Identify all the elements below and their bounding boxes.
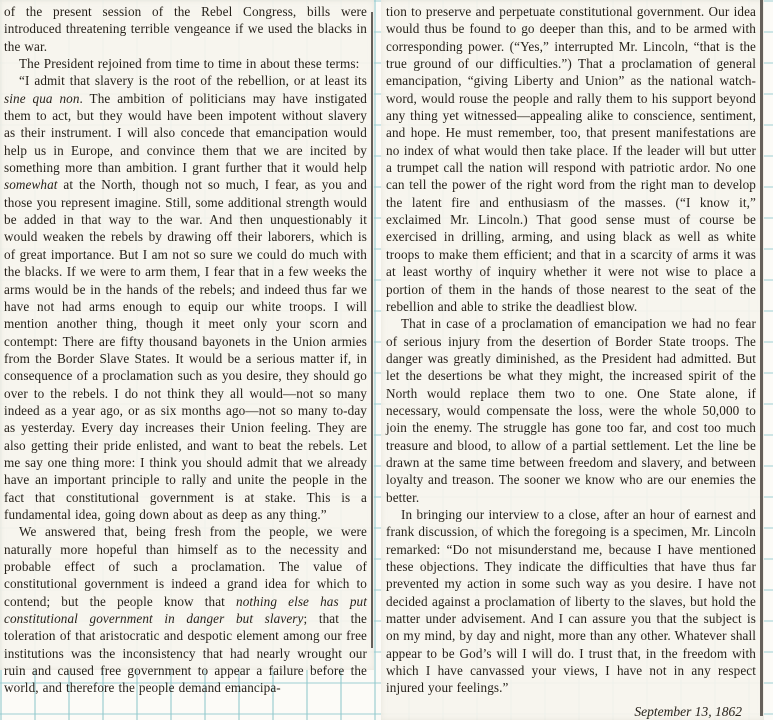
text-run: The President rejoined from time to time in about these terms: bbox=[19, 56, 360, 72]
right-column-scan-edge-line bbox=[760, 0, 763, 716]
paragraph bbox=[4, 523, 367, 696]
text-run: somewhat bbox=[4, 177, 58, 193]
left-text-column bbox=[0, 0, 374, 696]
date-line: September 13, 1862 bbox=[634, 703, 742, 719]
text-run: In bringing our interview to a close, after an hour of earnest and frank discussion, of which the foregoing is a specimen, Mr. Lincoln remarked: “Do not misunderstand me, because I have mentioned these objections. They indicate the difficulties that have thus far prevented my action in some such way as you desire. I have not decided against a proclamation of liberty to the slaves, but hold the matter under advisement. And I can assure you that the subject is on my mind, by day and night, more than any other. Whatever shall appear to be God’s will I will do. I trust that, in the freedom with which I have canvassed your views, I have not in any respect injured your feelings.” bbox=[386, 506, 756, 696]
paragraph bbox=[4, 3, 367, 55]
paragraph bbox=[386, 3, 756, 315]
text-run: at the North, though not so much, I fear, as you and those you represent imagine. Still, some additional strength would be added in that way to the war. And then unquestionably it would weaken the rebels by drawing off their laborers, which is of great importance. But I am not so sure we could do much with the blacks. If we were to arm them, I fear that in a few weeks the arms would be in the hands of the rebels; and indeed thus far we have not had arms enough to equip our white troops. I will mention another thing, though it meet only your scorn and contempt: There are fifty thousand bayonets in the Union armies from the Border Slave States. It would be a serious matter if, in consequence of a proclamation such as you desire, they should go over to the rebels. I do not think they all would—not so many indeed as a year ago, or as six months ago—not so many to-day as yesterday. Every day increases their Union feeling. They are also getting their pride enlisted, and want to beat the rebels. Let me say one thing more: I think you should admit that we already have an important principle to rally and unite the people in the fact that constitutional government is at stake. This is a fundamental idea, going down about as deep as any thing.” bbox=[4, 177, 367, 522]
text-run: of the present session of the Rebel Congress, bills were introduced threatening terrible vengeance if we used the blacks in the war. bbox=[4, 4, 367, 54]
text-run: tion to preserve and perpetuate constitutional government. Our idea would thus be found to go deeper than this, and to be armed with corresponding power. (“Yes,” interrupted Mr. Lincoln, “that is the true ground of our difficulties.”) That a proclamation of general emancipation, “giving Liberty and Union” as the national watch-word, would rouse the people and rally them to his support beyond any thing yet witnessed—appealing alike to conscience, sentiment, and hope. He must remember, too, that present manifestations are no index of what would then take place. If the leader will but utter a trumpet call the nation will respond with patriotic ardor. No one can tell the power of the right word from the right man to develop the latent fire and enthusiasm of the masses. (“I know it,” exclaimed Mr. Lincoln.) That good sense must of course be exercised in drilling, arming, and using black as well as white troops to make them efficient; and that in a scarcity of arms it was at least worthy of inquiry whether it were not wise to place a portion of them in the hands of those nearest to the seat of the rebellion and able to strike the deadliest blow. bbox=[386, 4, 756, 314]
right-text-column bbox=[381, 0, 764, 720]
text-run: sine qua non bbox=[4, 90, 80, 106]
text-run: ; that the toleration of that aristocratic and despotic element among our free institutions was the inconsistency that had nearly wrought our ruin and caused free government to appear a failure before the world, and therefore the people demand emancipa- bbox=[4, 611, 367, 696]
text-run: “I admit that slavery is the root of the rebellion, or at least its bbox=[19, 73, 367, 89]
text-run: . The ambition of politicians may have instigated them to act, but they would have been impotent without slavery as their instrument. I will also concede that emancipation would help us in Europe, and convince them that we are incited by something more than ambition. I grant further that it would help bbox=[4, 90, 367, 176]
paragraph bbox=[386, 315, 756, 506]
right-column-paragraphs bbox=[386, 3, 756, 697]
paragraph bbox=[4, 55, 367, 72]
text-run: We answered that, being fresh from the people, we were naturally more hopeful than himself as to the necessity and probable effect of such a proclamation. The value of constitutional government is indeed a grand idea for which to contend; but the people know that bbox=[4, 524, 367, 609]
text-run: That in case of a proclamation of emancipation we had no fear of serious injury from the desertion of Border State troops. The danger was greatly diminished, as the President had admitted. But let the desertions be what they might, the increased spirit of the North would replace them two to one. One State alone, if necessary, would compensate the loss, were the whole 50,000 to join the enemy. The struggle has gone too far, and cost too much treasure and blood, to allow of a partial settlement. Let the line be drawn at the same time between freedom and slavery, and between loyalty and treason. The sooner we know who are our enemies the better. bbox=[386, 316, 756, 505]
left-column-scan-edge-line bbox=[371, 12, 373, 648]
text-run: nothing else has put constitutional government in danger but slavery bbox=[4, 593, 367, 627]
paragraph bbox=[4, 72, 367, 523]
paragraph bbox=[386, 506, 756, 697]
